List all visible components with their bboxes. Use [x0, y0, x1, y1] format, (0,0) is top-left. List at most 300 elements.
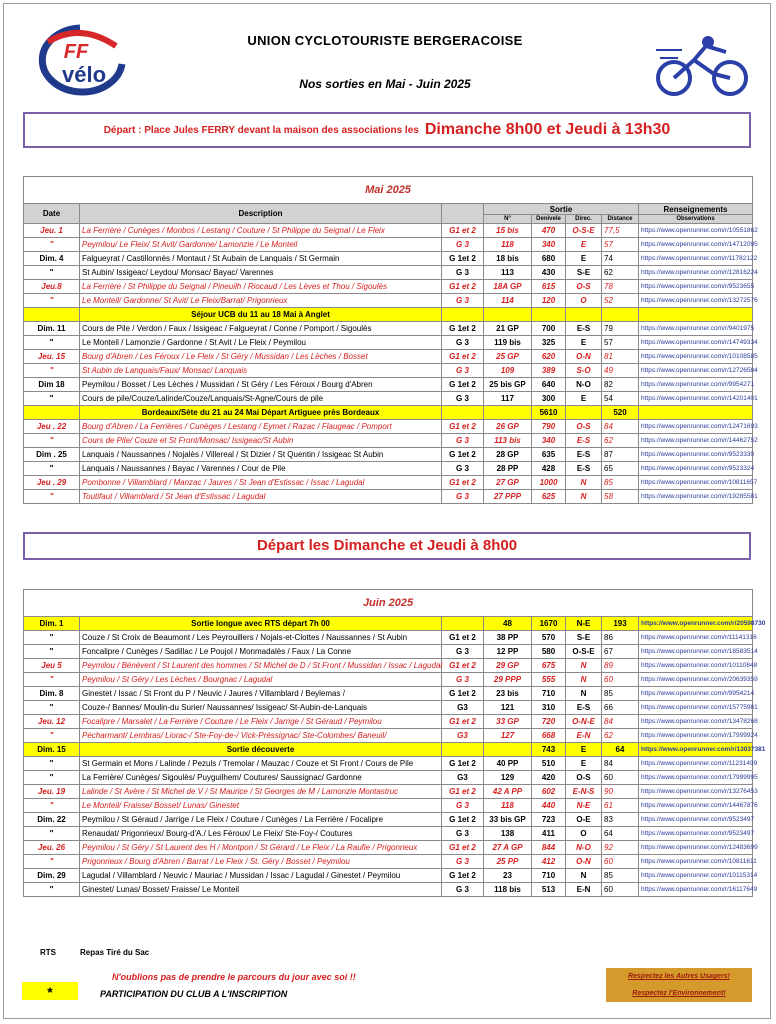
row-distance: 86 [602, 631, 639, 645]
row-date: Dim. 4 [24, 252, 80, 266]
row-distance: 66 [602, 701, 639, 715]
row-distance: 84 [602, 757, 639, 771]
row-direction: O-N-E [566, 715, 602, 729]
row-description: Renaudat/ Prigonrieux/ Bourg-d'A./ Les Féroux/ Le Fleix/ Ste-Foy-/ Coutures [80, 827, 442, 841]
row-date: Jeu. 26 [24, 841, 80, 855]
row-link[interactable]: https://www.openrunner.com/r/19285581 [639, 490, 753, 504]
row-link[interactable]: https://www.openrunner.com/r/11231499 [639, 757, 753, 771]
respect-environment: Respectez l'Environnement! [632, 990, 726, 997]
reminder-note: N'oublions pas de prendre le parcours du jour avec soi !! [112, 972, 356, 982]
schedule-row [24, 883, 753, 897]
row-route-number: 25 bis GP [484, 378, 532, 392]
row-distance: 62 [602, 434, 639, 448]
row-direction: E-S [566, 701, 602, 715]
row-date: Jeu. 19 [24, 785, 80, 799]
row-distance: 83 [602, 813, 639, 827]
row-description: Le Monteil/ Fraisse/ Bosset/ Lunas/ Ginestet [80, 799, 442, 813]
schedule-row [24, 617, 753, 631]
row-group: G1 et 2 [442, 659, 484, 673]
row-description: La Ferrière / St Philippe du Seignal / Pineuilh / Riocaud / Les Lèves et Thou / Sigoulès [80, 280, 442, 294]
row-direction: N [566, 659, 602, 673]
row-elevation: 1000 [532, 476, 566, 490]
row-group: G 3 [442, 645, 484, 659]
row-distance: 67 [602, 645, 639, 659]
row-route-number: 28 GP [484, 448, 532, 462]
row-route-number: 40 PP [484, 757, 532, 771]
row-date: Dim. 29 [24, 869, 80, 883]
respect-box [606, 968, 752, 1002]
row-date: " [24, 729, 80, 743]
row-elevation: 5610 [532, 406, 566, 420]
row-elevation: 340 [532, 434, 566, 448]
row-route-number: 23 [484, 869, 532, 883]
svg-text:vélo: vélo [61, 62, 107, 87]
row-description: Lagudal / Villamblard / Neuvic / Mauriac / Mussidan / Issac / Lagudal / Ginestet / Peymilou [80, 869, 442, 883]
row-link[interactable]: https://www.openrunner.com/r/13037381 [639, 743, 753, 757]
row-date: " [24, 771, 80, 785]
row-elevation: 675 [532, 659, 566, 673]
row-direction: N [566, 869, 602, 883]
row-direction: S-E [566, 266, 602, 280]
row-description: Peymilou / Bosset / Les Lèches / Mussidan / St Géry / Les Féroux / Bourg d'Abren [80, 378, 442, 392]
row-route-number: 138 [484, 827, 532, 841]
row-elevation: 625 [532, 490, 566, 504]
row-direction: N [566, 490, 602, 504]
row-group [442, 308, 484, 322]
row-description: Cours de Pile/ Couze et St Front/Monsac/ Issigeac/St Aubin [80, 434, 442, 448]
schedule-row [24, 294, 753, 308]
row-direction: O [566, 294, 602, 308]
row-link[interactable]: https://www.openrunner.com/r/15775981 [639, 701, 753, 715]
schedule-row [24, 392, 753, 406]
departure-times: Dimanche 8h00 et Jeudi à 13h30 [424, 121, 671, 138]
row-route-number: 33 GP [484, 715, 532, 729]
row-direction: O-S [566, 771, 602, 785]
departure-banner-summer: Départ les Dimanche et Jeudi à 8h00 [23, 532, 751, 560]
row-route-number: 113 [484, 266, 532, 280]
row-elevation [532, 308, 566, 322]
row-direction: S-E [566, 631, 602, 645]
row-elevation: 389 [532, 364, 566, 378]
row-link[interactable]: https://www.openrunner.com/r/16117649 [639, 883, 753, 897]
row-group: G1 et 2 [442, 785, 484, 799]
row-description: Sortie longue avec RTS départ 7h 00 [80, 617, 442, 631]
row-group: G 3 [442, 238, 484, 252]
schedule-row [24, 350, 753, 364]
row-distance: 58 [602, 490, 639, 504]
row-elevation: 615 [532, 280, 566, 294]
schedule-row [24, 701, 753, 715]
col-denivele: Denivele [532, 215, 566, 224]
row-group: G1 et 2 [442, 350, 484, 364]
row-date: " [24, 757, 80, 771]
row-distance: 54 [602, 392, 639, 406]
row-route-number: 23 bis [484, 687, 532, 701]
row-elevation: 120 [532, 294, 566, 308]
row-link[interactable]: https://www.openrunner.com/r/18583514 [639, 645, 753, 659]
row-direction: E-S [566, 322, 602, 336]
schedule-row [24, 322, 753, 336]
row-date: Jeu.8 [24, 280, 80, 294]
schedule-row [24, 378, 753, 392]
row-route-number [484, 743, 532, 757]
row-group: G 1et 2 [442, 378, 484, 392]
row-date: Dim. 1 [24, 617, 80, 631]
row-link[interactable]: https://www.openrunner.com/r/11782122 [639, 252, 753, 266]
row-elevation: 411 [532, 827, 566, 841]
row-elevation: 555 [532, 673, 566, 687]
row-date: " [24, 462, 80, 476]
row-elevation: 340 [532, 238, 566, 252]
row-date: " [24, 238, 80, 252]
row-direction [566, 406, 602, 420]
row-route-number: 18 bis [484, 252, 532, 266]
row-link[interactable]: https://www.openrunner.com/r/13276453 [639, 785, 753, 799]
schedule-row [24, 420, 753, 434]
row-elevation: 300 [532, 392, 566, 406]
schedule-row [24, 434, 753, 448]
row-distance: 60 [602, 673, 639, 687]
row-group [442, 406, 484, 420]
row-distance: 64 [602, 743, 639, 757]
row-link[interactable]: https://www.openrunner.com/r/17999995 [639, 771, 753, 785]
row-direction: N [566, 687, 602, 701]
row-description: Sortie découverte [80, 743, 442, 757]
row-group: G1 et 2 [442, 420, 484, 434]
row-date: Jeu. 12 [24, 715, 80, 729]
schedule-row [24, 715, 753, 729]
schedule-row [24, 841, 753, 855]
row-description: Le Monteil/ Gardonne/ St Avit/ Le Fleix/Barrat/ Prigonrieux [80, 294, 442, 308]
rts-meaning: Repas Tiré du Sac [80, 948, 150, 957]
row-distance: 84 [602, 420, 639, 434]
respect-users: Respectez les Autres Usagers! [627, 973, 731, 980]
row-distance: 62 [602, 266, 639, 280]
row-distance: 49 [602, 364, 639, 378]
schedule-row [24, 462, 753, 476]
row-route-number: 27 A GP [484, 841, 532, 855]
row-group: G 1et 2 [442, 813, 484, 827]
row-description: Falgueyrat / Castillonnès / Montaut / St Aubain de Lanquais / St Germain [80, 252, 442, 266]
row-route-number: 25 GP [484, 350, 532, 364]
row-description: Peymilou / St Géraud / Jarrige / Le Fleix / Couture / Cunèges / La Ferrière / Focalipre [80, 813, 442, 827]
schedule-row [24, 631, 753, 645]
row-link[interactable]: https://www.openrunner.com/r/10811611 [639, 855, 753, 869]
row-date: " [24, 364, 80, 378]
row-date: " [24, 294, 80, 308]
row-link[interactable]: https://www.openrunner.com/r/13478268 [639, 715, 753, 729]
row-group: G3 [442, 771, 484, 785]
row-link[interactable]: https://www.openrunner.com/r/14201401 [639, 392, 753, 406]
june-schedule-body [24, 590, 766, 897]
row-group: G1 et 2 [442, 280, 484, 294]
row-direction: O-S [566, 280, 602, 294]
row-description: La Ferrière / Cunèges / Monbos / Lestang / Couture / St Philippe du Seignal / Le Fleix [80, 224, 442, 238]
row-group: G 3 [442, 336, 484, 350]
row-description: Bourg d'Abren / La Ferrières / Cunèges / Lestang / Eymet / Razac / Flaugeac / Pomport [80, 420, 442, 434]
row-description: Toutifaut / Villamblard / St Jean d'Estissac / Lagudal [80, 490, 442, 504]
schedule-row [24, 336, 753, 350]
row-description: Cours de pile/Couze/Lalinde/Couze/Lanquais/St-Agne/Cours de pile [80, 392, 442, 406]
row-distance: 85 [602, 687, 639, 701]
row-elevation: 790 [532, 420, 566, 434]
row-elevation: 640 [532, 378, 566, 392]
row-link[interactable] [639, 308, 753, 322]
row-elevation: 510 [532, 757, 566, 771]
row-direction: E-N [566, 883, 602, 897]
row-distance: 74 [602, 252, 639, 266]
row-elevation: 580 [532, 645, 566, 659]
row-direction: E [566, 392, 602, 406]
row-description: La Ferrière/ Cunèges/ Sigoulès/ Puyguilhem/ Coutures/ Saussignac/ Gardonne [80, 771, 442, 785]
row-elevation: 325 [532, 336, 566, 350]
row-elevation: 620 [532, 350, 566, 364]
row-date: Dim. 22 [24, 813, 80, 827]
row-link[interactable]: https://www.openrunner.com/r/10110848 [639, 659, 753, 673]
row-group: G 1et 2 [442, 757, 484, 771]
schedule-row [24, 855, 753, 869]
row-elevation: 428 [532, 462, 566, 476]
row-link[interactable]: https://www.openrunner.com/r/11141316 [639, 631, 753, 645]
row-direction: O-S [566, 420, 602, 434]
row-link[interactable]: https://www.openrunner.com/r/12816224 [639, 266, 753, 280]
row-description: Prigonrieux / Bourg d'Abren / Barrat / Le Fleix / St. Géry / Bosset / Peymilou [80, 855, 442, 869]
row-elevation: 430 [532, 266, 566, 280]
row-group: G 3 [442, 434, 484, 448]
row-date: " [24, 701, 80, 715]
row-description: Ginestet/ Lunas/ Bosset/ Fraisse/ Le Monteil [80, 883, 442, 897]
row-elevation: 470 [532, 224, 566, 238]
row-link[interactable]: https://www.openrunner.com/r/14749334 [639, 336, 753, 350]
row-direction: E-S [566, 434, 602, 448]
row-date: " [24, 645, 80, 659]
row-description: Pécharmant/ Lembras/ Liorac-/ Ste-Foy-de-/ Vick-Préssignac/ Ste-Colombes/ Baneuil/ [80, 729, 442, 743]
row-link[interactable]: https://www.openrunner.com/r/9523655 [639, 280, 753, 294]
row-link[interactable]: https://www.openrunner.com/r/10551862 [639, 224, 753, 238]
row-group: G 1et 2 [442, 448, 484, 462]
month-title: Juin 2025 [24, 590, 753, 617]
row-distance: 62 [602, 729, 639, 743]
row-distance: 193 [602, 617, 639, 631]
row-elevation: 570 [532, 631, 566, 645]
row-link[interactable]: https://www.openrunner.com/r/10811657 [639, 476, 753, 490]
row-link[interactable]: https://www.openrunner.com/r/9523330 [639, 448, 753, 462]
col-date: Date [24, 204, 80, 224]
row-link[interactable]: https://www.openrunner.com/r/9523497 [639, 827, 753, 841]
col-no: N° [484, 215, 532, 224]
row-distance: 85 [602, 869, 639, 883]
row-route-number: 114 [484, 294, 532, 308]
row-elevation: 710 [532, 869, 566, 883]
row-description: St Germain et Mons / Lalinde / Pezuls / Tremolar / Mauzac / Couze et St Front / Cours de Pile [80, 757, 442, 771]
row-description: Cours de Pile / Verdon / Faux / Issigeac / Falgueyrat / Conne / Pomport / Sigoulès [80, 322, 442, 336]
row-description: Lanquais / Naussannes / Bayac / Varennes / Cour de Pile [80, 462, 442, 476]
row-group: G 3 [442, 490, 484, 504]
row-route-number: 118 [484, 238, 532, 252]
row-distance: 57 [602, 336, 639, 350]
row-link[interactable]: https://www.openrunner.com/r/14462752 [639, 434, 753, 448]
row-description: Couze-/ Bannes/ Moulin-du Surier/ Naussannes/ Issigeac/ St-Aubin-de-Lanquais [80, 701, 442, 715]
row-route-number: 25 PP [484, 855, 532, 869]
may-schedule-table [23, 176, 758, 504]
row-group: G 3 [442, 462, 484, 476]
departure-place: Départ : Place Jules FERRY devant la maison des associations les [103, 124, 419, 136]
schedule-row [24, 743, 753, 757]
row-link[interactable]: https://www.openrunner.com/r/9401975 [639, 322, 753, 336]
row-date: Jeu. 1 [24, 224, 80, 238]
row-link[interactable]: https://www.openrunner.com/r/9523497 [639, 813, 753, 827]
schedule-row [24, 729, 753, 743]
row-group: G 3 [442, 855, 484, 869]
row-distance: 78 [602, 280, 639, 294]
row-distance: 61 [602, 799, 639, 813]
row-direction: E-S [566, 462, 602, 476]
row-distance: 65 [602, 462, 639, 476]
row-route-number: 15 bis [484, 224, 532, 238]
row-date: " [24, 434, 80, 448]
col-distance: Distance [602, 215, 639, 224]
row-direction: O-S-E [566, 645, 602, 659]
row-route-number: 121 [484, 701, 532, 715]
schedule-row [24, 280, 753, 294]
schedule-row [24, 448, 753, 462]
row-route-number: 28 PP [484, 462, 532, 476]
row-link[interactable]: https://www.openrunner.com/r/9954271 [639, 378, 753, 392]
row-date: " [24, 827, 80, 841]
row-route-number: 27 PPP [484, 490, 532, 504]
row-route-number: 129 [484, 771, 532, 785]
row-description: St Aubin de Lanquais/Faux/ Monsac/ Lanquais [80, 364, 442, 378]
ffvelo-logo [30, 24, 130, 94]
row-link[interactable]: https://www.openrunner.com/r/10115314 [639, 869, 753, 883]
row-elevation: 680 [532, 252, 566, 266]
row-date: Dim. 15 [24, 743, 80, 757]
row-date: Dim . 25 [24, 448, 80, 462]
row-elevation: 1670 [532, 617, 566, 631]
page-subtitle: Nos sorties en Mai - Juin 2025 [299, 77, 471, 91]
row-link[interactable]: https://www.openrunner.com/r/20639359 [639, 673, 753, 687]
schedule-row [24, 406, 753, 420]
row-date: Dim. 11 [24, 322, 80, 336]
row-route-number: 113 bis [484, 434, 532, 448]
schedule-row [24, 757, 753, 771]
row-description: Lalinde / St Avère / St Michel de V / St Maurice / St Georges de M / Lamonzie Montastruc [80, 785, 442, 799]
row-direction: N-E [566, 799, 602, 813]
row-date [24, 308, 80, 322]
row-elevation: 420 [532, 771, 566, 785]
row-distance: 82 [602, 378, 639, 392]
row-group: G1 et 2 [442, 224, 484, 238]
row-route-number: 27 GP [484, 476, 532, 490]
row-description: Peymilou / Bénévent / St Laurent des hommes / St Michel de D / St Front / Mussidan / Issac / Lagudal [80, 659, 442, 673]
row-direction: N [566, 673, 602, 687]
row-link[interactable]: https://www.openrunner.com/r/13272576 [639, 294, 753, 308]
schedule-row [24, 238, 753, 252]
row-direction: E [566, 252, 602, 266]
row-date: Jeu. 15 [24, 350, 80, 364]
row-distance: 77,5 [602, 224, 639, 238]
row-group: G1 et 2 [442, 841, 484, 855]
row-link[interactable]: https://www.openrunner.com/r/14467876 [639, 799, 753, 813]
row-group [442, 743, 484, 757]
row-distance: 57 [602, 238, 639, 252]
schedule-row [24, 266, 753, 280]
row-group: G 3 [442, 883, 484, 897]
row-link[interactable]: https://www.openrunner.com/r/14712095 [639, 238, 753, 252]
row-direction: E [566, 757, 602, 771]
row-description: Focalipre / Marsalet / La Ferrière / Couture / Le Fleix / Jarrige / St Géraud / Peymilou [80, 715, 442, 729]
row-date: " [24, 855, 80, 869]
col-sortie: Sortie [484, 204, 639, 215]
row-route-number: 33 bis GP [484, 813, 532, 827]
row-direction: N-O [566, 378, 602, 392]
row-date: " [24, 631, 80, 645]
row-link[interactable]: https://www.openrunner.com/r/10108585 [639, 350, 753, 364]
row-route-number: 127 [484, 729, 532, 743]
row-route-number: 118 bis [484, 883, 532, 897]
row-description: Peymilou/ Le Fleix/ St Avit/ Gardonne/ Lamonzie / Le Monteil [80, 238, 442, 252]
row-group: G 1et 2 [442, 687, 484, 701]
row-link[interactable]: https://www.openrunner.com/r/12726584 [639, 364, 753, 378]
row-route-number: 42 A PP [484, 785, 532, 799]
col-direction: Direc. [566, 215, 602, 224]
row-distance: 60 [602, 771, 639, 785]
row-link[interactable]: https://www.openrunner.com/r/9954214 [639, 687, 753, 701]
row-distance: 85 [602, 476, 639, 490]
row-elevation: 602 [532, 785, 566, 799]
schedule-row [24, 308, 753, 322]
row-distance: 79 [602, 322, 639, 336]
row-distance: 520 [602, 406, 639, 420]
row-link[interactable]: https://www.openrunner.com/r/12483699 [639, 841, 753, 855]
schedule-row [24, 869, 753, 883]
row-elevation: 723 [532, 813, 566, 827]
row-distance: 64 [602, 827, 639, 841]
row-route-number: 38 PP [484, 631, 532, 645]
row-date: " [24, 799, 80, 813]
row-date: " [24, 392, 80, 406]
row-group [442, 617, 484, 631]
row-group: G 3 [442, 392, 484, 406]
row-direction: O-N [566, 855, 602, 869]
row-distance [602, 308, 639, 322]
row-elevation: 635 [532, 448, 566, 462]
schedule-row [24, 813, 753, 827]
svg-text:FF: FF [63, 41, 89, 63]
row-link[interactable]: https://www.openrunner.com/r/17999924 [639, 729, 753, 743]
row-link[interactable] [639, 406, 753, 420]
row-link[interactable]: https://www.openrunner.com/r/12471693 [639, 420, 753, 434]
row-group: G 3 [442, 673, 484, 687]
row-link[interactable]: https://www.openrunner.com/r/20598730 [639, 617, 753, 631]
row-elevation: 412 [532, 855, 566, 869]
schedule-row [24, 224, 753, 238]
row-description: Bordeaux/Sète du 21 au 24 Mai Départ Artiguee près Bordeaux [80, 406, 442, 420]
row-description: Pombonne / Villamblard / Manzac / Jaures / St Jean d'Estissac / Issac / Lagudal [80, 476, 442, 490]
row-group: G3 [442, 701, 484, 715]
row-elevation: 743 [532, 743, 566, 757]
row-elevation: 513 [532, 883, 566, 897]
schedule-row [24, 252, 753, 266]
row-link[interactable]: https://www.openrunner.com/r/9523324 [639, 462, 753, 476]
row-direction: O-E [566, 813, 602, 827]
schedule-row [24, 476, 753, 490]
row-group: G 1et 2 [442, 252, 484, 266]
row-elevation: 700 [532, 322, 566, 336]
row-group: G 3 [442, 827, 484, 841]
row-date [24, 406, 80, 420]
schedule-row [24, 645, 753, 659]
